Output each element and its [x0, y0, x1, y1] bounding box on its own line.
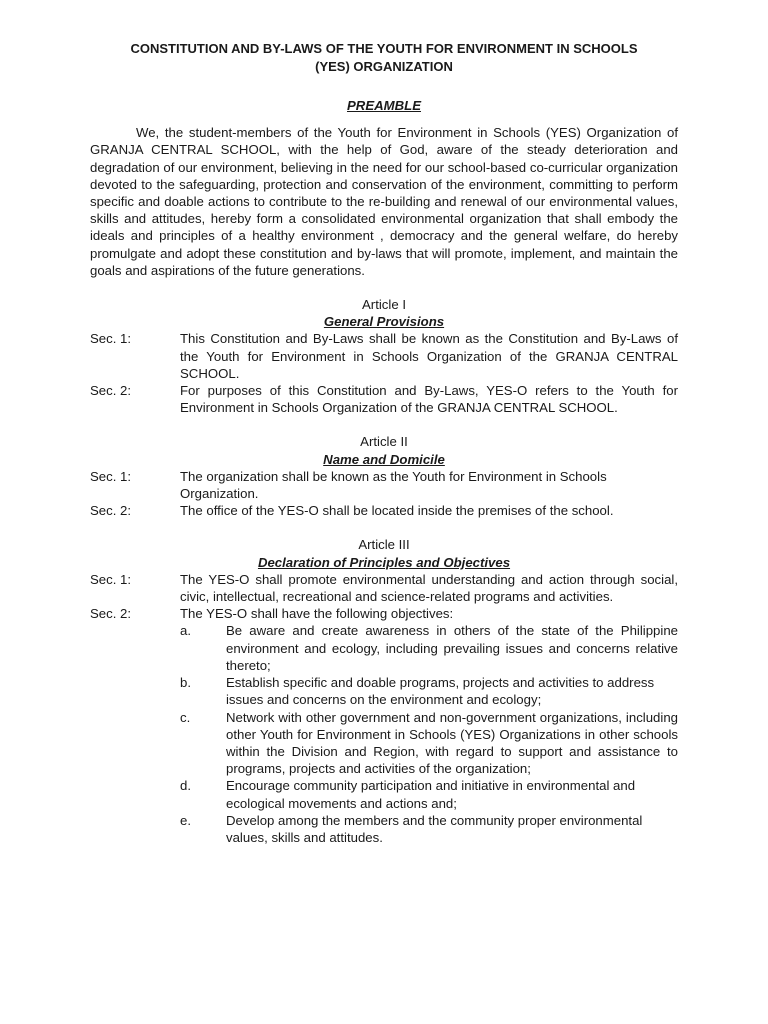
section-label: Sec. 1:: [90, 468, 132, 484]
article-2-title: Name and Domicile: [323, 451, 445, 467]
objective-label: d.: [180, 778, 191, 794]
article-3-section-2: [90, 605, 678, 622]
article-1-section-1: [90, 330, 678, 382]
objective-label: a.: [180, 623, 191, 639]
section-label: Sec. 1:: [90, 331, 132, 347]
objective-label: b.: [180, 675, 191, 691]
document-page: [90, 40, 678, 846]
objective-text: Develop among the members and the community proper environmental values, skills and attitudes.: [226, 812, 643, 845]
article-1-section-2: [90, 382, 678, 416]
article-3-title: Declaration of Principles and Objectives: [257, 554, 511, 570]
section-label: Sec. 2:: [90, 503, 132, 519]
article-1-title: General Provisions: [323, 314, 445, 330]
objective-text: Network with other government and non-government organizations, including other Youth for Environment in Schools (YES) Organizations in other schools within the Division and Region, with regard to support and assistance to programs, projects and activities of the organization;: [226, 709, 678, 777]
objective-item-c: [180, 709, 678, 778]
preamble-heading: PREAMBLE: [347, 98, 421, 113]
objective-label: c.: [180, 709, 191, 725]
document-title: [90, 40, 678, 75]
objective-item-d: [180, 777, 678, 811]
preamble-paragraph: We, the student-members of the Youth for Environment in Schools (YES) Organization of GRANJA CENTRAL SCHOOL, with the help of God, aware of the steady deterioration and degradation of our environment, believing in the need for our school-based co-curricular organization devoted to the safeguarding, protection and conservation of the environment, committing to perform specific and doable actions to contribute to the re-building and renewal of our environmental values, skills and attitudes, hereby form a consolidated environmental organization that shall embody the ideals and principles of a healthy environment , democracy and the general welfare, do hereby promulgate and adopt these constitution and by-laws that will promote, implement, and maintain the goals and aspirations of the future generations.: [90, 125, 678, 278]
objective-text: Encourage community participation and initiative in environmental and ecological movements and actions and;: [226, 778, 636, 811]
objective-item-e: [180, 812, 678, 846]
title-line-1: CONSTITUTION AND BY-LAWS OF THE YOUTH FOR ENVIRONMENT IN SCHOOLS: [130, 41, 638, 56]
objective-text: Establish specific and doable programs, projects and activities to address issues and concerns on the environment and ecology;: [226, 675, 655, 708]
section-text: This Constitution and By-Laws shall be known as the Constitution and By-Laws of the Youth for Environment in Schools Organization of the GRANJA CENTRAL SCHOOL.: [180, 331, 678, 381]
section-label: Sec. 2:: [90, 606, 132, 622]
article-2-section-1: [90, 468, 678, 502]
section-text: For purposes of this Constitution and By-Laws, YES-O refers to the Youth for Environment in Schools Organization of the GRANJA CENTRAL SCHOOL.: [180, 383, 678, 416]
article-2-section-2: [90, 502, 678, 519]
objective-text: Be aware and create awareness in others of the state of the Philippine environment and ecology, including prevailing issues and concerns relative thereto;: [226, 623, 678, 673]
objective-item-a: [180, 622, 678, 674]
title-line-2: (YES) ORGANIZATION: [315, 58, 453, 74]
article-2-number: Article II: [360, 434, 408, 450]
article-1-number: Article I: [362, 297, 406, 313]
article-3-section-1: [90, 571, 678, 605]
section-text: The office of the YES-O shall be located inside the premises of the school.: [180, 503, 614, 519]
article-3-number: Article III: [358, 537, 410, 553]
section-text: The organization shall be known as the Youth for Environment in Schools Organization.: [180, 468, 607, 502]
section-label: Sec. 1:: [90, 571, 132, 587]
section-text: The YES-O shall promote environmental understanding and action through social, civic, intellectual, recreational and science-related programs and activities.: [180, 571, 678, 605]
section-label: Sec. 2:: [90, 383, 132, 399]
objective-item-b: [180, 674, 678, 708]
section-text: The YES-O shall have the following objectives:: [180, 606, 454, 622]
objective-label: e.: [180, 812, 191, 828]
